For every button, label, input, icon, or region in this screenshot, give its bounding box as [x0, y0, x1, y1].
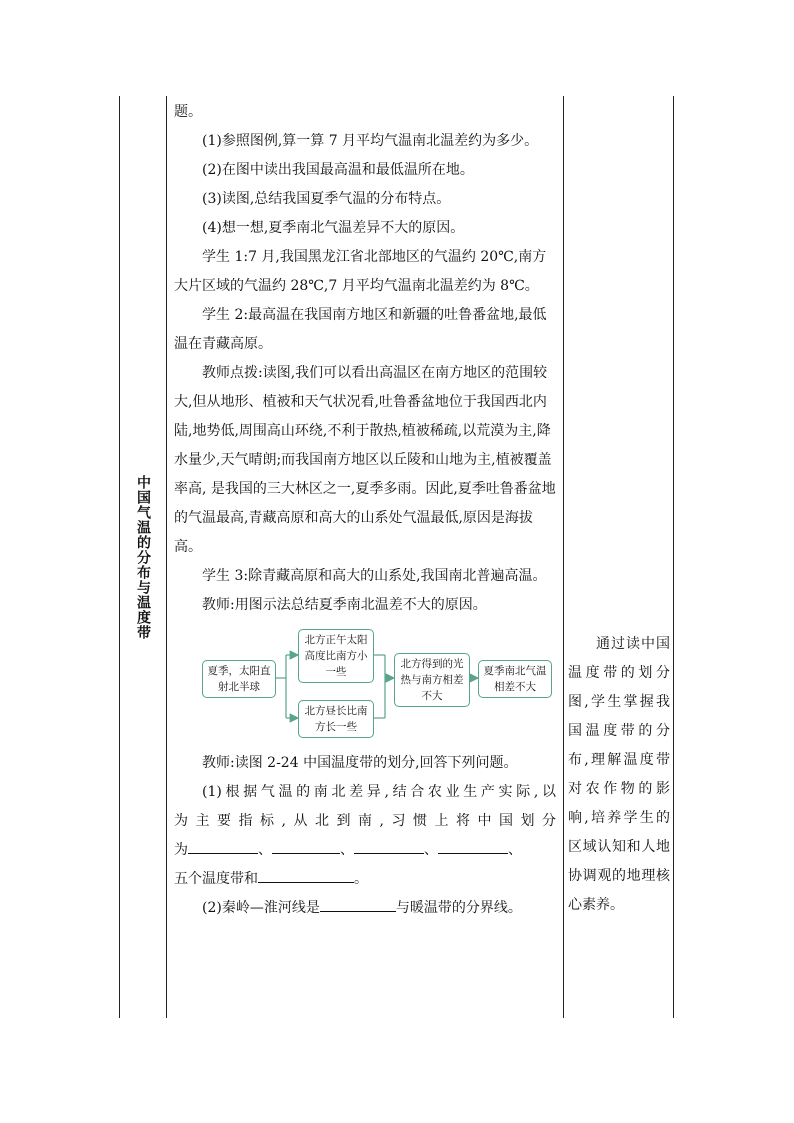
box-result: 夏季南北气温相差不大	[478, 660, 552, 698]
answer-blank-belt-4[interactable]	[438, 837, 508, 854]
teacher-explanation: 教师点拨:读图,我们可以看出高温区在南方地区的范围较大,但从地形、植被和天气状况看,吐鲁番盆地位于我国西北内陆,地势低,周围高山环绕,不利于散热,植被稀疏,以荒漠为主,降水量少,天气晴朗;而我国南方地区以丘陵和山地为主,植被覆盖率高, 是我国的三大林区之一,夏季多雨。因此,夏季吐鲁番盆地的气温最高,青藏高原和高大的山系处气温最低,原因是海拔高。	[174, 365, 556, 555]
blank-question-2: (2)秦岭—淮河线是 与暖温带的分界线。	[174, 894, 556, 923]
teacher-prompt-belts: 教师:读图 2-24 中国温度带的划分,回答下列问题。	[202, 755, 518, 771]
answer-blank-belt-5[interactable]	[258, 866, 354, 883]
objective-text: 通过读中国温度带的划分图,学生掌握我国温度带的分布,理解温度带对农作物的影响,培养学生的区域认知和人地协调观的地理核心素养。	[568, 636, 670, 913]
answer-blank-belt-1[interactable]	[188, 837, 258, 854]
box-heat-gain: 北方得到的光热与南方相差不大	[394, 653, 470, 707]
table-border-right	[673, 96, 674, 1018]
question-3: (3)读图,总结我国夏季气温的分布特点。	[202, 191, 451, 207]
table-divider-2	[563, 96, 564, 1018]
question-2: (2)在图中读出我国最高温和最低温所在地。	[202, 162, 474, 178]
student-3-answer: 学生 3:除青藏高原和高大的山系处,我国南北普遍高温。	[202, 568, 547, 584]
blank-question-1-line4: 五个温度带和 。	[174, 865, 556, 894]
answer-blank-belt-2[interactable]	[272, 837, 340, 854]
teaching-content	[174, 98, 556, 923]
question-4: (4)想一想,夏季南北气温差异不大的原因。	[202, 220, 465, 236]
answer-blank-belt-3[interactable]	[354, 837, 424, 854]
blank-question-1-line2: 为主要指标,从北到南,习惯上将中国划分	[174, 813, 556, 829]
answer-blank-qinling[interactable]	[320, 895, 396, 912]
blank-question-1-line1: (1)根据气温的南北差异,结合农业生产实际,以	[202, 784, 556, 800]
student-2-answer: 学生 2:最高温在我国南方地区和新疆的吐鲁番盆地,最低温在青藏高原。	[174, 307, 547, 352]
box-noon-altitude: 北方正午太阳高度比南方小一些	[298, 629, 374, 683]
text-p0: 题。	[174, 104, 202, 120]
box-day-length: 北方昼长比南方长一些	[298, 700, 374, 738]
box-summer-sun: 夏季，太阳直射北半球	[202, 660, 276, 698]
objective-cell	[568, 630, 670, 920]
student-1-answer: 学生 1:7 月,我国黑龙江省北部地区的气温约 20℃,南方大片区域的气温约 28℃,7 月平均气温南北温差约为 8℃。	[174, 249, 547, 294]
teacher-prompt-diagram: 教师:用图示法总结夏季南北温差不大的原因。	[202, 597, 487, 613]
cause-flow-diagram	[174, 624, 556, 748]
question-1: (1)参照图例,算一算 7 月平均气温南北温差约为多少。	[202, 133, 539, 149]
section-label: 中国气温的分布与温度带	[135, 474, 151, 640]
table-divider-1	[166, 96, 167, 1018]
section-cell	[120, 96, 166, 1018]
blank-question-1-line3: 为 、 、 、 、	[174, 836, 556, 865]
